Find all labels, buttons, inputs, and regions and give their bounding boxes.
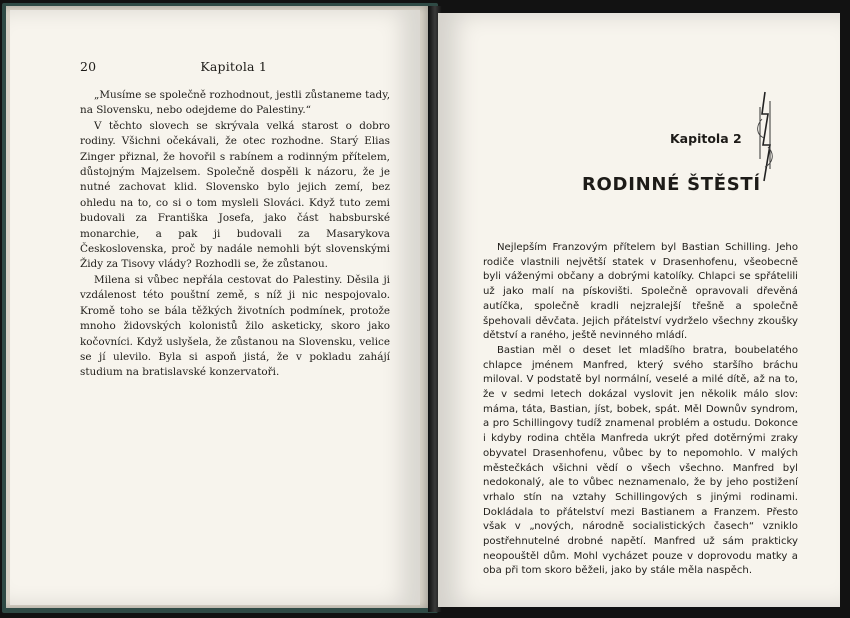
left-page-header: [80, 59, 360, 74]
left-paragraph-3: Milena si vůbec nepřála cestovat do Palestiny. Děsila ji vzdálenost této pouštní země, s níž ji nic nespojovalo. Kromě toho se bála těžkých životních podmínek, protože mnoho židovských kolonistů žilo asketicky, skoro jako kočovníci. Když uslyšela, že zůstanou na Slovensku, velice se jí ulevilo. Byla si aspoň jistá, že v pokladu zahájí studium na bratislavské konzervatoři.: [80, 273, 390, 379]
left-page: [10, 10, 420, 605]
chapter-label: Kapitola 2: [670, 131, 742, 146]
page-number: 20: [80, 59, 97, 74]
right-page: [438, 13, 840, 607]
right-paragraph-2: Bastian měl o deset let mladšího bratra, boubelatého chlapce jménem Manfred, který svého staršího bráchu miloval. V podstatě byl normální, veselé a milé dítě, až na to, že v sedmi letech dokázal vyslovit jen několik málo slov: máma, táta, Bastian, jíst, bobek, spát. Měl Downův syndrom, a pro Schillingovy tudíž znamenal problém a ostudu. Dokonce i kdyby rodina chtěla Manfreda ukrýt před dotěrnými zraky obyvatel Drasenhofenu, vůbec by to nepomohlo. V malých městečkách všichni vědí o všech všechno. Manfred byl nedokonalý, ale to vůbec neznamenalo, že by jeho postižení vrhalo stín na vztahy Schillingových s jinými rodinami. Dokládala to přátelství mezi Bastianem a Franzem. Přesto však v „nových, národně socialistických časech“ vzniklo postřehnutelné drobné napětí. Manfred už sám prakticky neopouštěl dům. Mohl vycházet pouze v doprovodu matky a oba při tom skoro běželi, jako by stále měla naspěch.: [483, 344, 798, 577]
right-body-text: [483, 241, 798, 579]
left-paragraph-1: „Musíme se společně rozhodnout, jestli zůstaneme tady, na Slovensku, nebo odejdeme do Palestiny.“: [80, 89, 390, 117]
left-body-text: [80, 88, 390, 381]
left-paragraph-2: V těchto slovech se skrývala velká starost o dobro rodiny. Všichni očekávali, že otec rozhodne. Starý Elias Zinger přiznal, že hovořil s rabínem a rodinným přítelem, důstojným Majzelsem. Společně dospěli k názoru, že je nutné zachovat klid. Slovensko bylo jejich zemí, bez ohledu na to, co si o tom mysleli Slováci. Když tuto zemi budovali za Františka Josefa, jako část habsburské monarchie, a pak ji budovali za Masarykova Československa, proč by nadále nemohli být slovenskými Židy za Tisovy vlády? Rozhodli se, že zůstanou.: [80, 119, 390, 271]
running-head: Kapitola 1: [200, 59, 268, 74]
right-paragraph-1: Nejlepším Franzovým přítelem byl Bastian Schilling. Jeho rodiče vlastnili největší statek v Drasenhofenu, všeobecně byli váženými občany a dobrými katolíky. Chlapci se spřátelili už jako malí na pískovišti. Společně opravovali dřevěná autíčka, společně kradli nejzralejší třešně a společně špehovali děvčata. Jejich přátelství vydrželo všechny zkoušky dětství a raného, ještě nevinného mládí.: [483, 242, 798, 342]
chapter-title: RODINNÉ ŠTĚSTÍ: [582, 174, 761, 195]
